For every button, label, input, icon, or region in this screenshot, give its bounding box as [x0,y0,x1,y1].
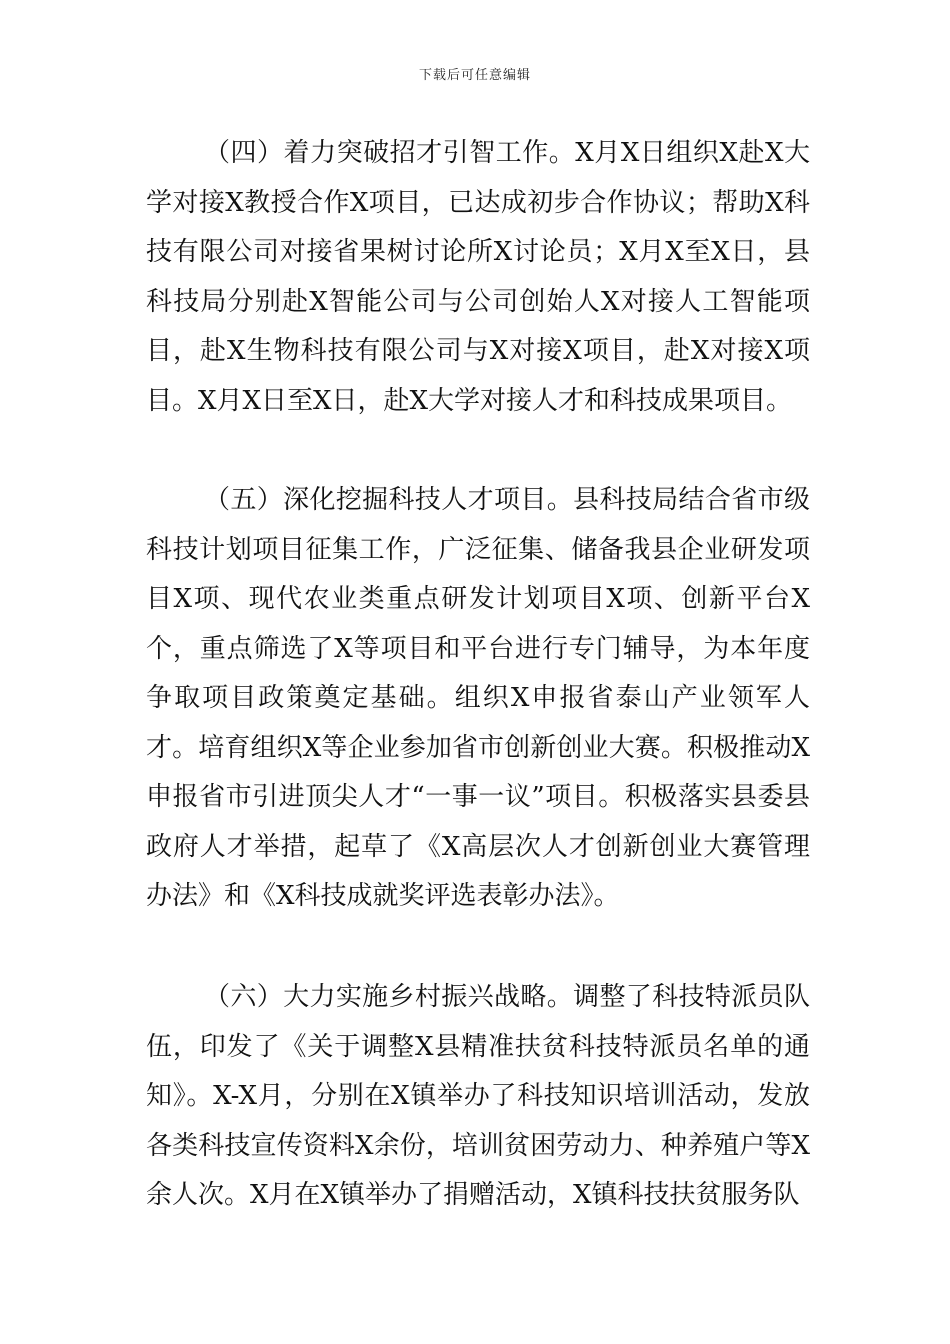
paragraph-talent-recruitment: （四）着力突破招才引智工作。X月X日组织X赴X大学对接X教授合作X项目，已达成初步合作协议；帮助X科技有限公司对接省果树讨论所X讨论员；X月X至X日，县科技局分别赴X智能公司与公司创始人X对接人工智能项目，赴X生物科技有限公司与X对接X项目，赴X对接X项目。X月X日至X日，赴X大学对接人才和科技成果项目。 [146,138,810,416]
paragraph-rural-revitalization: （六）大力实施乡村振兴战略。调整了科技特派员队伍，印发了《关于调整X县精准扶贫科技特派员名单的通知》。X-X月，分别在X镇举办了科技知识培训活动，发放各类科技宣传资料X余份，培训贫困劳动力、种养殖户等X余人次。X月在X镇举办了捐赠活动，X镇科技扶贫服务队 [146,982,810,1210]
header-note: 下载后可任意编辑 [418,68,531,83]
paragraph-talent-projects: （五）深化挖掘科技人才项目。县科技局结合省市级科技计划项目征集工作，广泛征集、储备我县企业研发项目X项、现代农业类重点研发计划项目X项、创新平台X个，重点筛选了X等项目和平台进行专门辅导，为本年度争取项目政策奠定基础。组织X申报省泰山产业领军人才。培育组织X等企业参加省市创新创业大赛。积极推动X申报省市引进顶尖人才“一事一议”项目。积极落实县委县政府人才举措，起草了《X高层次人才创新创业大赛管理办法》和《X科技成就奖评选表彰办法》。 [146,485,810,911]
